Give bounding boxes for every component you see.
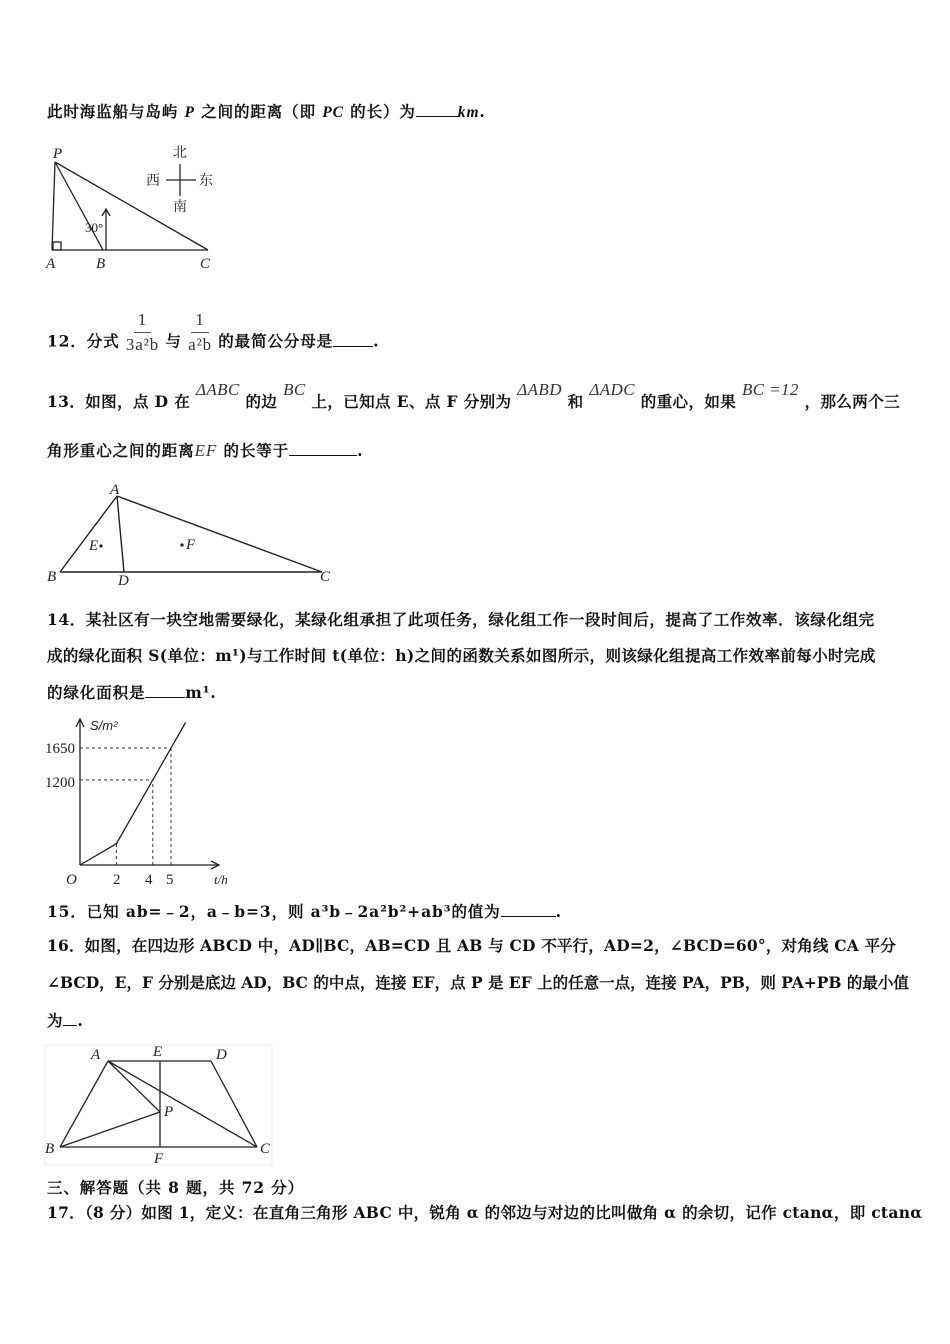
q14-line-3 [47, 683, 217, 703]
fraction-denominator: a²b [188, 335, 212, 354]
answer-blank[interactable] [501, 902, 556, 917]
q11-var: P [184, 104, 195, 121]
q13-line-2 [47, 441, 363, 461]
x-axis-label: t/h [214, 872, 228, 887]
math-expr: BC [283, 380, 306, 399]
q11-text [47, 102, 486, 123]
q17-text: 17．（8 分）如图 1，定义：在直角三角形 ABC 中，锐角 α 的邻边与对边的比叫做角 α 的余切，记作 ctanα，即 ctanα [47, 1203, 923, 1222]
label-east: 东 [199, 173, 213, 189]
q13-part: 的边 [245, 392, 278, 411]
q13-part: 角形重心之间的距离 [47, 441, 195, 460]
q11-unit: km [457, 104, 480, 121]
section-heading: 三、解答题（共 8 题，共 72 分） [47, 1178, 305, 1197]
q13-part: . [357, 441, 364, 460]
label-f: F [186, 537, 196, 553]
answer-blank[interactable] [145, 683, 185, 698]
q14-line-1: 14．某社区有一块空地需要绿化，某绿化组承担了此项任务，绿化组工作一段时间后，提高了工作效率．该绿化组完 [47, 610, 875, 629]
label-d: D [118, 573, 129, 589]
label-north: 北 [173, 145, 187, 161]
segment-ac [117, 496, 322, 572]
y-tick-label: 1650 [45, 741, 75, 757]
right-angle-mark [53, 242, 61, 250]
label-west: 西 [146, 173, 160, 189]
q12-part: 与 [165, 331, 182, 351]
answer-blank[interactable] [333, 332, 373, 347]
x-tick-label: 2 [113, 872, 121, 888]
answer-blank[interactable] [63, 1011, 77, 1026]
segment-ad [117, 496, 124, 572]
q13-line-1 [47, 380, 901, 412]
q13-part: 的长等于 [223, 441, 290, 460]
label-e: E [89, 538, 99, 554]
fraction-numerator: 1 [134, 310, 151, 333]
q14-part: m¹. [185, 683, 217, 702]
fraction-1 [126, 310, 159, 355]
math-expr: ΔABC [196, 380, 240, 399]
segment-pa [52, 162, 55, 250]
segment-pa [108, 1061, 160, 1112]
math-expr: BC =12 [741, 380, 799, 399]
label-b: B [47, 569, 57, 585]
segment-ab [60, 496, 117, 572]
segment-cd [211, 1061, 257, 1147]
fraction-denominator: 3a²b [125, 335, 160, 354]
label-c: C [320, 569, 331, 585]
q12-part: 的最简公分母是 [218, 331, 334, 351]
q15-text [47, 902, 562, 922]
q14-line-2: 成的绿化面积 S(单位：m¹)与工作时间 t(单位：h)之间的函数关系如图所示，则该绿化组提高工作效率前每小时完成 [47, 646, 876, 665]
math-expr: EF [194, 441, 218, 460]
q12-text [47, 310, 380, 365]
segment-pb [55, 162, 103, 250]
q13-part: 13．如图，点 D 在 [47, 392, 191, 411]
point-f [180, 543, 183, 546]
segment-ab [60, 1061, 108, 1147]
q16-line-2: ∠BCD，E，F 分别是底边 AD，BC 的中点，连接 EF，点 P 是 EF 上的任意一点，连接 PA，PB，则 PA+PB 的最小值 [47, 973, 909, 992]
segment-ac [108, 1061, 257, 1147]
label-b: B [45, 1141, 55, 1157]
label-p: P [164, 1104, 174, 1120]
point-e [99, 544, 102, 547]
q15-part: . [555, 902, 562, 921]
label-e: E [153, 1044, 163, 1060]
figure-frame [45, 1045, 272, 1165]
segment-pc [55, 162, 208, 250]
q16-line-1: 16．如图，在四边形 ABCD 中，AD∥BC，AB=CD 且 AB 与 CD 不平行，AD=2，∠BCD=60°，对角线 CA 平分 [47, 936, 896, 955]
q16-part: . [77, 1011, 84, 1030]
q11-part: 之间的距离（即 [194, 102, 323, 121]
segment-pb [60, 1112, 160, 1147]
fraction-2 [188, 310, 212, 355]
q11-part: 的长）为 [343, 102, 416, 121]
q11-var: PC [322, 104, 344, 121]
q11-part: . [479, 102, 486, 121]
q13-part: 和 [567, 392, 584, 411]
q12-part: . [373, 331, 380, 351]
math-expr: ΔABD [517, 380, 562, 399]
graph-line [80, 722, 186, 865]
x-tick-label: 4 [145, 872, 153, 888]
q16-part: 为 [47, 1011, 64, 1030]
label-b: B [96, 256, 106, 272]
label-c: C [260, 1141, 271, 1157]
q13-part: ，那么两个三 [804, 392, 901, 411]
answer-blank[interactable] [416, 102, 458, 117]
q12-part: 12．分式 [47, 331, 120, 351]
label-south: 南 [173, 199, 187, 215]
q13-part: 上，已知点 E、点 F 分别为 [311, 392, 512, 411]
origin-label: O [66, 872, 77, 888]
label-f: F [154, 1151, 164, 1167]
x-tick-label: 5 [166, 872, 174, 888]
label-c: C [200, 256, 211, 272]
q16-line-3 [47, 1011, 84, 1031]
y-axis-label: S/m² [90, 718, 118, 733]
q11-part: 此时海监船与岛屿 [47, 102, 185, 121]
label-a: A [91, 1047, 101, 1063]
label-angle: 30° [85, 220, 104, 235]
answer-blank[interactable] [289, 441, 357, 456]
label-a: A [110, 482, 120, 498]
q13-part: 的重心，如果 [640, 392, 737, 411]
math-expr: ΔADC [589, 380, 635, 399]
q15-part: 15．已知 ab=﹣2，a﹣b=3，则 a³b﹣2a²b²+ab³的值为 [47, 902, 501, 921]
label-a: A [46, 256, 56, 272]
q14-part: 的绿化面积是 [47, 683, 146, 702]
fraction-numerator: 1 [191, 310, 208, 333]
label-p: P [53, 146, 63, 162]
y-tick-label: 1200 [45, 775, 75, 791]
label-d: D [216, 1047, 227, 1063]
